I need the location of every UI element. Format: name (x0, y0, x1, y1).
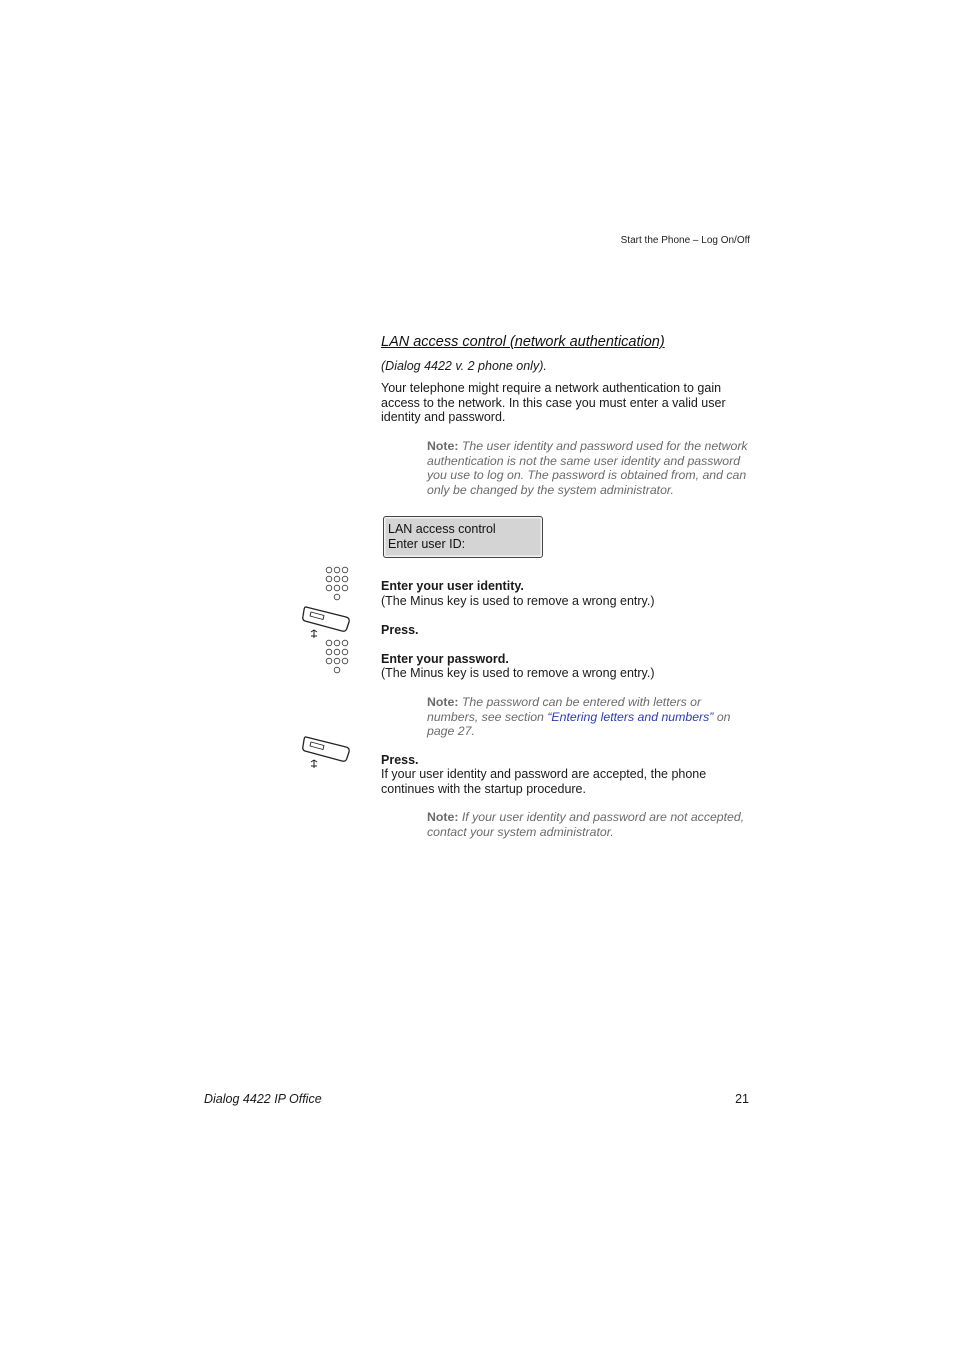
step-enter-user-identity-detail: (The Minus key is used to remove a wrong entry.) (381, 594, 655, 608)
step-press-1: Press. (381, 623, 419, 637)
handset-icon (300, 604, 352, 642)
note-network-authentication (427, 439, 752, 497)
link-entering-letters-and-numbers[interactable]: “Entering letters and numbers” (547, 709, 714, 724)
note-text: The user identity and password used for the network authentication is not the same user identity and password you use to log on. The password is obtained from, and can only be changed by the system administrator. (427, 439, 748, 497)
footer-page-number: 21 (735, 1092, 749, 1106)
footer-product-name: Dialog 4422 IP Office (204, 1092, 322, 1106)
note-label: Note: (427, 810, 459, 824)
step-enter-password-detail: (The Minus key is used to remove a wrong entry.) (381, 666, 655, 680)
running-head: Start the Phone – Log On/Off (620, 235, 750, 246)
note-not-accepted (427, 810, 752, 839)
note-text: If your user identity and password are not accepted, contact your system administrator. (427, 810, 745, 839)
note-password-entry (427, 695, 752, 739)
section-subtitle: (Dialog 4422 v. 2 phone only). (381, 359, 547, 373)
intro-paragraph: Your telephone might require a network authentication to gain access to the network. In this case you must enter a valid user identity and password. (381, 381, 726, 424)
step-press-2: Press. (381, 753, 419, 767)
phone-display (383, 516, 543, 558)
step-press-2-detail: If your user identity and password are accepted, the phone continues with the startup procedure. (381, 767, 707, 796)
display-line-1: LAN access control (388, 522, 496, 536)
keypad-icon (324, 566, 352, 602)
note-text: The password can be entered with letters or numbers, see section (427, 695, 702, 724)
step-enter-user-identity: Enter your user identity. (381, 579, 524, 593)
note-label: Note: (427, 695, 459, 709)
note-label: Note: (427, 439, 459, 453)
note-text-after: on page 27. (427, 709, 731, 738)
handset-icon (300, 734, 352, 772)
display-line-2: Enter user ID: (388, 537, 466, 551)
keypad-icon (324, 639, 352, 675)
step-enter-password: Enter your password. (381, 652, 509, 666)
section-title: LAN access control (network authentication) (381, 334, 665, 350)
